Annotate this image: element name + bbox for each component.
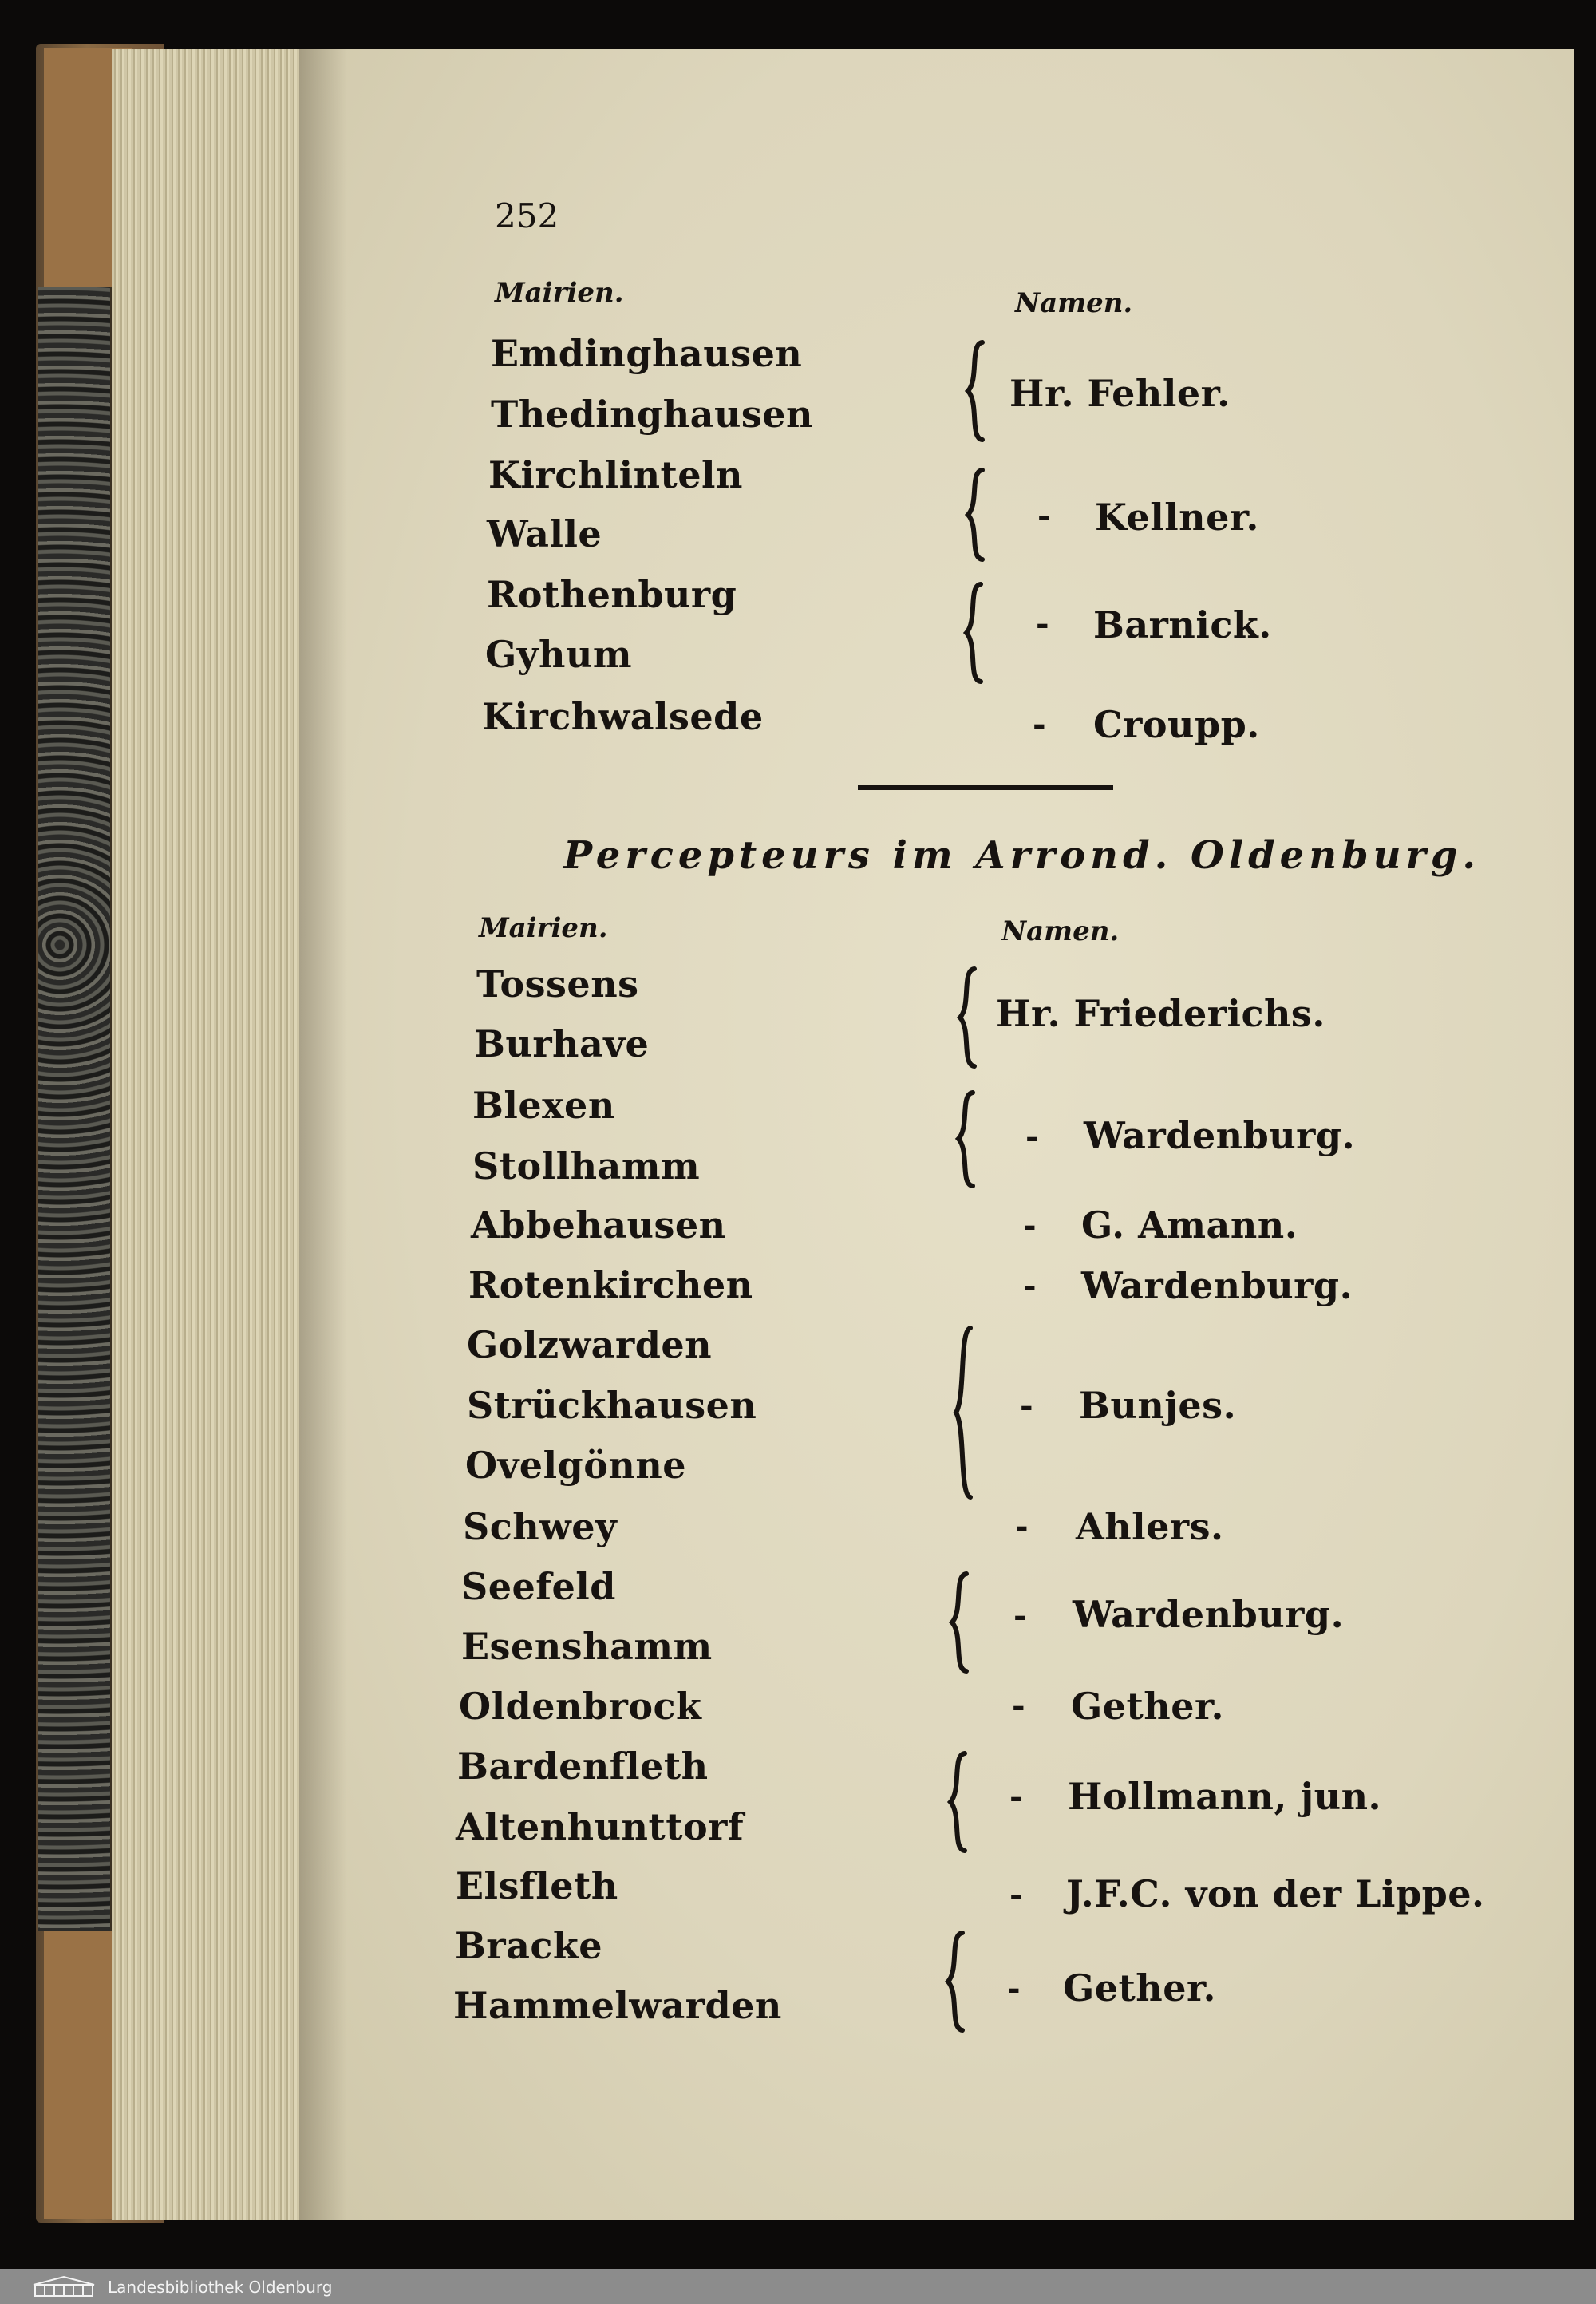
mairie-name: Ovelgönne	[465, 1444, 687, 1487]
percepteur-name: J.F.C. von der Lippe.	[1066, 1872, 1485, 1915]
percepteur-name: Wardenburg.	[1081, 1264, 1353, 1307]
mairie-name: Thedinghausen	[491, 393, 813, 436]
mairie-name: Kirchwalsede	[482, 695, 764, 738]
mairie-name: Hammelwarden	[453, 1984, 782, 2027]
mairie-name: Bardenfleth	[457, 1745, 709, 1788]
dash-mark: -	[1033, 705, 1046, 743]
mairie-name: Blexen	[472, 1084, 615, 1127]
dash-mark: -	[1023, 1267, 1037, 1305]
percepteur-name: Gether.	[1063, 1966, 1217, 2010]
column-header-mairien: Mairien.	[495, 277, 624, 309]
dash-mark: -	[1025, 1118, 1039, 1156]
mairie-name: Walle	[487, 512, 602, 555]
mairie-name: Bracke	[455, 1924, 603, 1967]
percepteur-name: Hollmann, jun.	[1068, 1775, 1382, 1818]
mairie-name: Gyhum	[485, 633, 633, 676]
percepteur-name: Bunjes.	[1079, 1384, 1237, 1427]
mairie-name: Altenhunttorf	[456, 1805, 745, 1848]
brace-icon	[942, 1930, 974, 2033]
dash-mark: -	[1015, 1508, 1029, 1545]
page-number: 252	[495, 196, 559, 235]
library-building-icon	[32, 2275, 96, 2298]
brace-icon	[946, 1571, 978, 1674]
mairie-name: Schwey	[463, 1505, 618, 1548]
dash-mark: -	[1023, 1207, 1037, 1244]
dash-mark: -	[1007, 1970, 1021, 2007]
mairie-name: Strückhausen	[467, 1384, 757, 1427]
percepteur-name: Kellner.	[1095, 496, 1259, 539]
dash-mark: -	[1013, 1597, 1027, 1634]
percepteur-name: Gether.	[1071, 1685, 1225, 1728]
dash-mark: -	[1009, 1778, 1023, 1816]
mairie-name: Golzwarden	[467, 1323, 713, 1366]
mairie-name: Esenshamm	[461, 1625, 713, 1668]
dash-mark: -	[1037, 497, 1051, 535]
brace-icon	[950, 1325, 982, 1500]
column-header-mairien: Mairien.	[479, 912, 608, 944]
page-edges	[112, 49, 307, 2220]
percepteur-name: Hr. Fehler.	[1009, 372, 1231, 415]
dash-mark: -	[1009, 1876, 1023, 1914]
library-footer	[0, 2269, 1596, 2304]
mairie-name: Rotenkirchen	[468, 1263, 753, 1306]
percepteur-name: G. Amann.	[1081, 1203, 1298, 1247]
page-gutter-shadow	[299, 49, 347, 2220]
mairie-name: Tossens	[476, 962, 639, 1006]
dash-mark: -	[1012, 1687, 1025, 1725]
brace-icon	[960, 581, 992, 685]
mairie-name: Rothenburg	[487, 573, 737, 616]
percepteur-name: Hr. Friederichs.	[996, 992, 1325, 1035]
brace-icon	[954, 966, 986, 1069]
mairie-name: Abbehausen	[471, 1203, 726, 1247]
mairie-name: Seefeld	[461, 1565, 616, 1608]
marbled-board	[38, 287, 112, 1931]
mairie-name: Kirchlinteln	[488, 453, 743, 496]
mairie-name: Elsfleth	[456, 1864, 618, 1907]
percepteur-name: Ahlers.	[1076, 1505, 1224, 1548]
brace-icon	[944, 1750, 976, 1854]
percepteur-name: Wardenburg.	[1084, 1114, 1356, 1157]
brace-icon	[962, 339, 994, 443]
mairie-name: Emdinghausen	[491, 332, 803, 375]
percepteur-name: Wardenburg.	[1073, 1593, 1345, 1636]
percepteur-name: Croupp.	[1093, 703, 1260, 746]
dash-mark: -	[1036, 605, 1049, 642]
brace-icon	[962, 467, 994, 563]
brace-icon	[952, 1089, 984, 1189]
column-header-namen: Namen.	[1001, 915, 1120, 947]
mairie-name: Stollhamm	[472, 1144, 701, 1188]
section-divider	[858, 785, 1113, 790]
mairie-name: Oldenbrock	[459, 1685, 702, 1728]
dash-mark: -	[1020, 1387, 1033, 1425]
column-header-namen: Namen.	[1015, 287, 1133, 319]
library-name: Landesbibliothek Oldenburg	[108, 2278, 333, 2297]
percepteur-name: Barnick.	[1093, 603, 1272, 646]
mairie-name: Burhave	[474, 1022, 650, 1065]
section-title: Percepteurs im Arrond. Oldenburg.	[563, 833, 1481, 878]
